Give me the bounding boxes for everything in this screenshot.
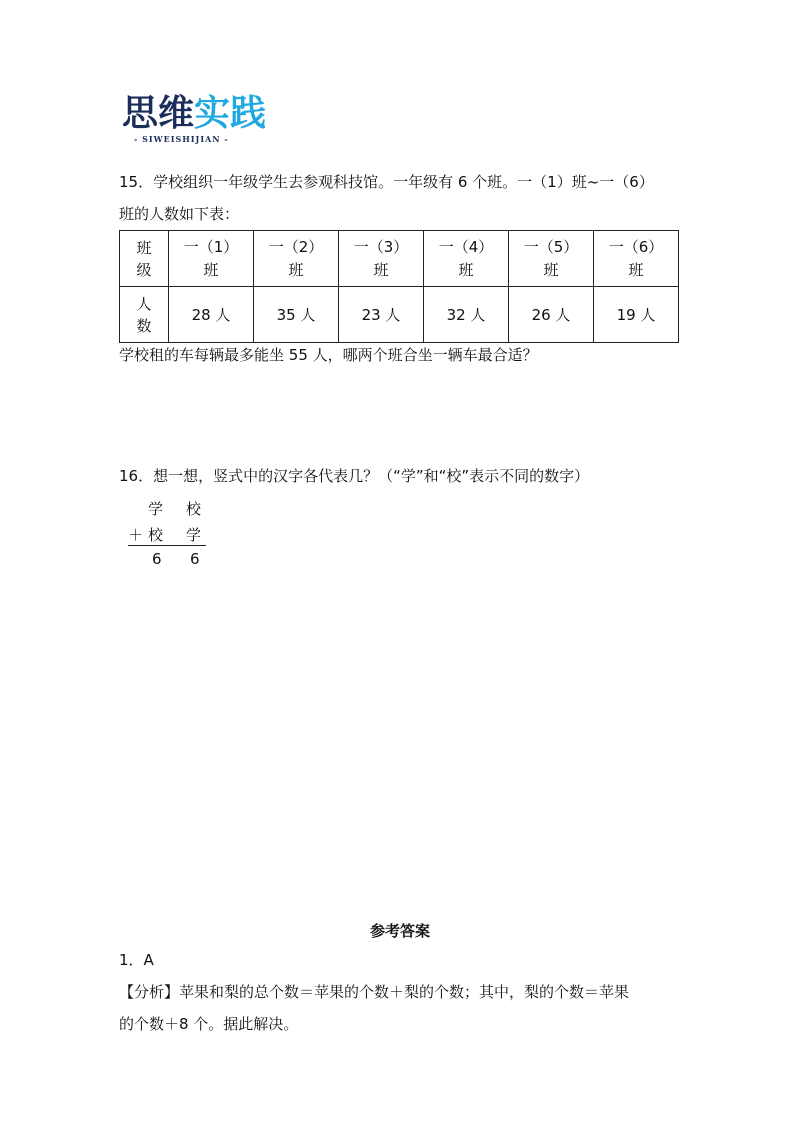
digit-bot-tens: 校 [148, 526, 164, 544]
row-header-class: 班级 [120, 231, 169, 287]
digit-top-ones: 校 [186, 500, 202, 518]
table-cell: 23 人 [339, 287, 424, 343]
answers-title: 参考答案 [369, 922, 430, 940]
table-cell: 19 人 [594, 287, 679, 343]
table-cell: 一（4）班 [424, 231, 509, 287]
digit-res-ones: 6 [190, 550, 200, 568]
digit-top-tens: 学 [148, 500, 164, 518]
table-cell: 一（1）班 [169, 231, 254, 287]
analysis-line1: 【分析】苹果和梨的总个数＝苹果的个数＋梨的个数；其中，梨的个数＝苹果 [119, 983, 630, 1001]
logo-text: 思维实践 [122, 93, 267, 134]
table-cell: 一（6）班 [594, 231, 679, 287]
answer-1: 1．A [119, 951, 154, 969]
logo-subtitle: - SIWEISHIJIAN - [134, 134, 229, 144]
class-size-table [119, 230, 679, 343]
q15-question: 学校租的车每辆最多能坐 55 人，哪两个班合坐一辆车最合适？ [119, 346, 538, 364]
table-cell: 32 人 [424, 287, 509, 343]
analysis-line2: 的个数＋8 个。据此解决。 [119, 1015, 299, 1033]
table-cell: 一（3）班 [339, 231, 424, 287]
digit-bot-ones: 学 [186, 526, 202, 544]
q15-line2: 班的人数如下表： [119, 205, 240, 223]
table-cell: 35 人 [254, 287, 339, 343]
table-row-classes [120, 231, 679, 287]
digit-res-tens: 6 [152, 550, 162, 568]
table-cell: 一（5）班 [509, 231, 594, 287]
brand-logo [122, 94, 272, 150]
q16-line1: 16．想一想，竖式中的汉字各代表几？（“学”和“校”表示不同的数字） [119, 467, 590, 485]
q15-line1: 15．学校组织一年级学生去参观科技馆。一年级有 6 个班。一（1）班~一（6） [119, 173, 654, 191]
table-cell: 一（2）班 [254, 231, 339, 287]
row-header-count: 人数 [120, 287, 169, 343]
table-cell: 28 人 [169, 287, 254, 343]
sum-line [128, 545, 206, 546]
plus-sign: ＋ [128, 526, 144, 544]
table-row-counts [120, 287, 679, 343]
table-cell: 26 人 [509, 287, 594, 343]
